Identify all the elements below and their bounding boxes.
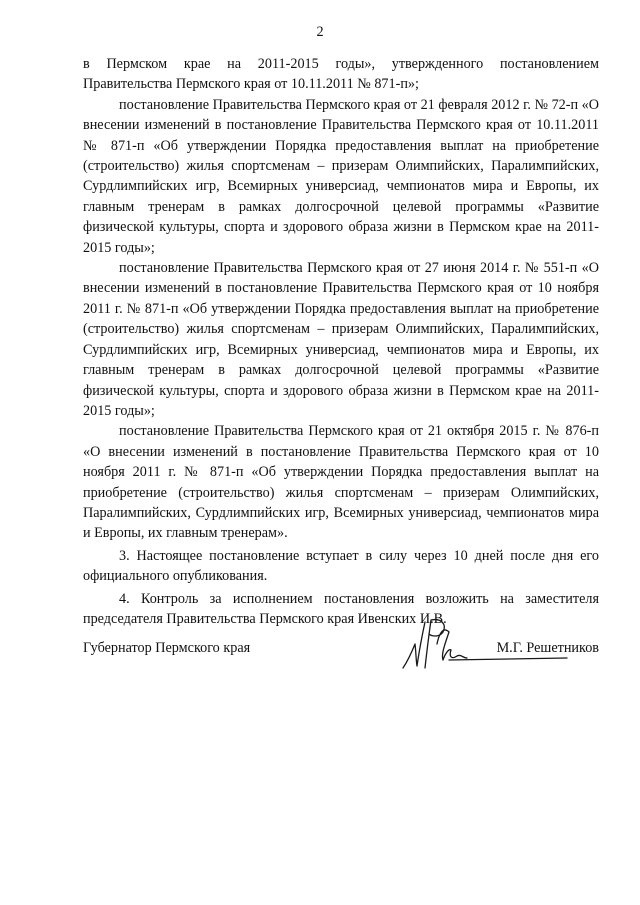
- resolution-item-2015: постановление Правительства Пермского края от 21 октября 2015 г. № 876-п «О внесении изменений в постановление Правительства Пермского края от 10 ноября 2011 г. № 871-п «Об утверждении Порядка предоставления выплат на приобретение (строительство) жилья спортсменам – призерам Олимпийских, Паралимпийских, Сурдлимпийских игр, Всемирных универсиад, чемпионатов мира и Европы, их главным тренерам».: [83, 423, 599, 542]
- continuation-paragraph: в Пермском крае на 2011-2015 годы», утвержденного постановлением Правительства Пермского края от 10.11.2011 № 871-п»;: [83, 56, 599, 93]
- effective-date-paragraph: 3. Настоящее постановление вступает в силу через 10 дней после дня его официального опубликования.: [83, 547, 599, 585]
- signer-name: М.Г. Решетников: [496, 640, 599, 656]
- page-number: 2: [316, 24, 324, 40]
- resolution-item-2014: постановление Правительства Пермского края от 27 июня 2014 г. № 551-п «О внесении изменений в постановление Правительства Пермского края от 10 ноября 2011 г. № 871-п «Об утверждении Порядка предоставления выплат на приобретение (строительство) жилья спортсменам – призерам Олимпийских, Паралимпийских, Сурдлимпийских игр, Всемирных универсиад, чемпионатов мира и Европы, их главным тренерам в рамках долгосрочной целевой программы «Развитие физической культуры, спорта и здорового образа жизни в Пермском крае на 2011-2015 годы»;: [83, 260, 599, 419]
- signature-block: [83, 636, 599, 676]
- document-body: [83, 54, 599, 629]
- resolution-item-2012: постановление Правительства Пермского края от 21 февраля 2012 г. № 72-п «О внесении изменений в постановление Правительства Пермского края от 10.11.2011 № 871-п «Об утверждении Порядка предоставления выплат на приобретение (строительство) жилья спортсменам – призерам Олимпийских, Паралимпийских, Сурдлимпийских игр, Всемирных универсиад, чемпионатов мира и Европы, их главным тренерам в рамках долгосрочной целевой программы «Развитие физической культуры, спорта и здорового образа жизни в Пермском крае на 2011-2015 годы»;: [83, 96, 599, 256]
- control-paragraph: 4. Контроль за исполнением постановления возложить на заместителя председателя Правительства Пермского края Ивенских И.В.: [83, 590, 599, 627]
- signer-title: Губернатор Пермского края: [83, 640, 251, 656]
